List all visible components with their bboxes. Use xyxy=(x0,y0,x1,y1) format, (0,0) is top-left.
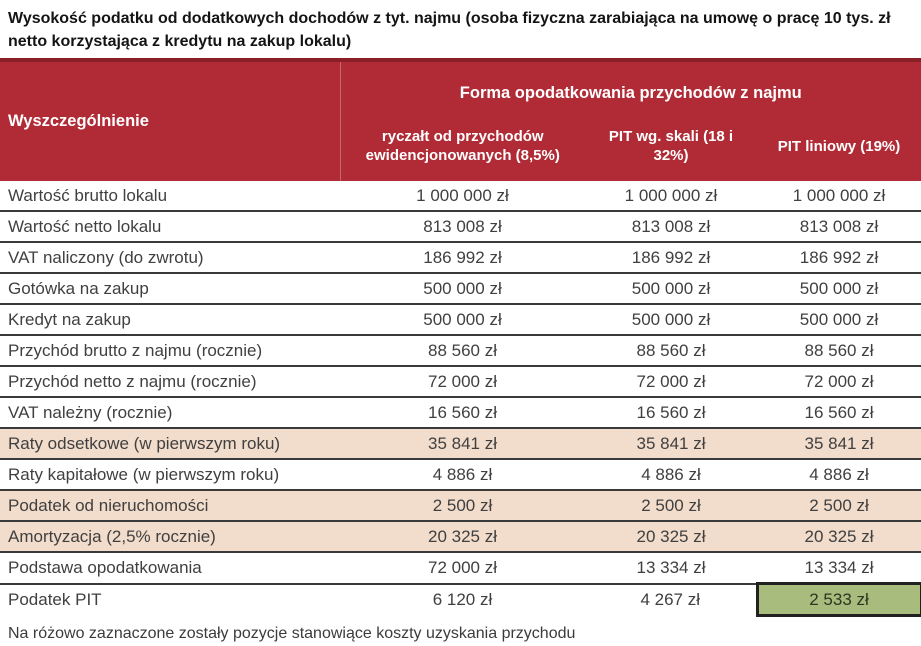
row-label: Kredyt na zakup xyxy=(0,304,340,335)
row-label: Wartość brutto lokalu xyxy=(0,181,340,211)
cell-value: 2 500 zł xyxy=(340,490,585,521)
cell-value: 6 120 zł xyxy=(340,584,585,616)
table-row xyxy=(0,181,921,211)
table-row xyxy=(0,490,921,521)
cell-value: 13 334 zł xyxy=(757,552,921,584)
row-label: Amortyzacja (2,5% rocznie) xyxy=(0,521,340,552)
cell-value: 500 000 zł xyxy=(757,304,921,335)
cell-value: 88 560 zł xyxy=(340,335,585,366)
column-header-pit-skala: PIT wg. skali (18 i 32%) xyxy=(585,117,757,181)
table-row xyxy=(0,242,921,273)
cell-value: 88 560 zł xyxy=(585,335,757,366)
column-header-specification: Wyszczególnienie xyxy=(0,60,340,181)
footer-note: Na różowo zaznaczone zostały pozycje stanowiące koszty uzyskania przychodu xyxy=(8,625,576,643)
cell-value: 813 008 zł xyxy=(340,211,585,242)
cell-value: 16 560 zł xyxy=(757,397,921,428)
cell-value: 1 000 000 zł xyxy=(340,181,585,211)
cell-value: 2 500 zł xyxy=(757,490,921,521)
column-header-ryczalt: ryczałt od przychodów ewidencjonowanych (8,5%) xyxy=(340,117,585,181)
table-body xyxy=(0,181,921,616)
row-label: Przychód brutto z najmu (rocznie) xyxy=(0,335,340,366)
cell-value: 1 000 000 zł xyxy=(585,181,757,211)
cell-value: 500 000 zł xyxy=(585,304,757,335)
row-label: VAT naliczony (do zwrotu) xyxy=(0,242,340,273)
row-label: Wartość netto lokalu xyxy=(0,211,340,242)
row-label: Podatek od nieruchomości xyxy=(0,490,340,521)
header-row-group xyxy=(0,60,921,117)
cell-value: 813 008 zł xyxy=(585,211,757,242)
cell-value: 35 841 zł xyxy=(585,428,757,459)
cell-value: 35 841 zł xyxy=(757,428,921,459)
table-row xyxy=(0,552,921,584)
cell-value: 186 992 zł xyxy=(757,242,921,273)
cell-value: 2 500 zł xyxy=(585,490,757,521)
row-label: Raty kapitałowe (w pierwszym roku) xyxy=(0,459,340,490)
cell-value: 1 000 000 zł xyxy=(757,181,921,211)
cell-value: 500 000 zł xyxy=(757,273,921,304)
cell-value: 500 000 zł xyxy=(340,273,585,304)
cell-value: 72 000 zł xyxy=(340,552,585,584)
cell-value: 20 325 zł xyxy=(340,521,585,552)
cell-value: 813 008 zł xyxy=(757,211,921,242)
cell-value: 72 000 zł xyxy=(757,366,921,397)
table-row xyxy=(0,459,921,490)
table-row xyxy=(0,304,921,335)
cell-value: 500 000 zł xyxy=(585,273,757,304)
cell-value: 4 886 zł xyxy=(757,459,921,490)
cell-value: 72 000 zł xyxy=(340,366,585,397)
cell-value: 500 000 zł xyxy=(340,304,585,335)
cell-value: 4 886 zł xyxy=(585,459,757,490)
table-row xyxy=(0,397,921,428)
cell-value: 186 992 zł xyxy=(585,242,757,273)
row-label: Podatek PIT xyxy=(0,584,340,616)
row-label: Przychód netto z najmu (rocznie) xyxy=(0,366,340,397)
row-label: Gotówka na zakup xyxy=(0,273,340,304)
table-row xyxy=(0,211,921,242)
cell-value: 16 560 zł xyxy=(585,397,757,428)
cell-value: 35 841 zł xyxy=(340,428,585,459)
cell-value: 20 325 zł xyxy=(585,521,757,552)
row-label: Podstawa opodatkowania xyxy=(0,552,340,584)
cell-value: 20 325 zł xyxy=(757,521,921,552)
column-group-header: Forma opodatkowania przychodów z najmu xyxy=(340,60,921,117)
cell-value: 186 992 zł xyxy=(340,242,585,273)
cell-value: 4 267 zł xyxy=(585,584,757,616)
tax-table xyxy=(0,58,921,617)
row-label: Raty odsetkowe (w pierwszym roku) xyxy=(0,428,340,459)
cell-value: 88 560 zł xyxy=(757,335,921,366)
column-header-pit-liniowy: PIT liniowy (19%) xyxy=(757,117,921,181)
row-label: VAT należny (rocznie) xyxy=(0,397,340,428)
cell-value: 72 000 zł xyxy=(585,366,757,397)
table-header xyxy=(0,60,921,181)
table-row xyxy=(0,366,921,397)
table-row xyxy=(0,584,921,616)
table-row xyxy=(0,273,921,304)
page-title: Wysokość podatku od dodatkowych dochodów z tyt. najmu (osoba fizyczna zarabiająca na umowę o pracę 10 tys. zł netto korzystająca z kredytu na zakup lokalu) xyxy=(8,10,891,51)
table-row xyxy=(0,335,921,366)
cell-value: 4 886 zł xyxy=(340,459,585,490)
cell-value: 13 334 zł xyxy=(585,552,757,584)
table-row xyxy=(0,521,921,552)
cell-value: 16 560 zł xyxy=(340,397,585,428)
result-cell-green: 2 533 zł xyxy=(757,584,921,616)
table-row xyxy=(0,428,921,459)
